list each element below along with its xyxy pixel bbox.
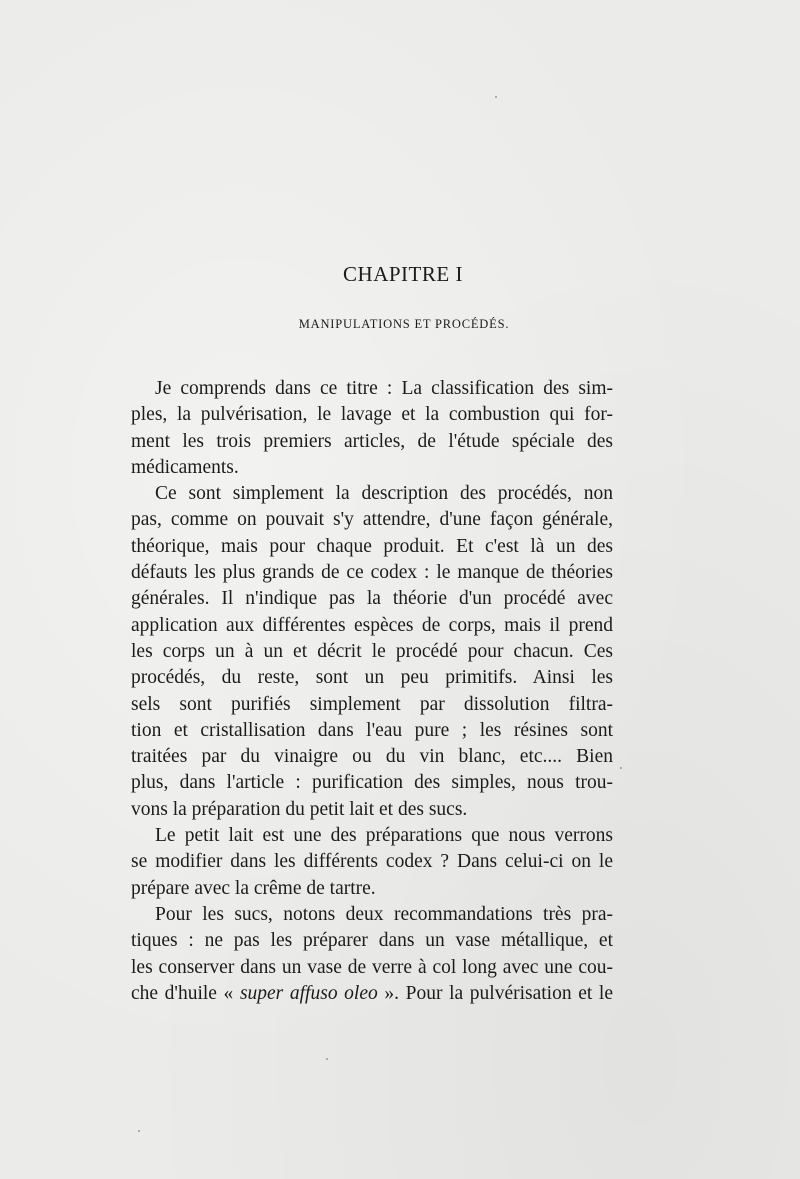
text-line: tion et cristallisation dans l'eau pure ; les résines sont xyxy=(131,719,613,741)
text-line: Le petit lait est une des préparations que nous verrons xyxy=(155,825,613,847)
text-line: Pour les sucs, notons deux recommandations très pra- xyxy=(155,903,613,925)
text-line: traitées par du vinaigre ou du vin blanc, etc.... Bien xyxy=(131,746,613,768)
text-line: tiques : ne pas les préparer dans un vase métallique, et xyxy=(131,930,613,952)
text-line: ples, la pulvérisation, le lavage et la combustion qui for- xyxy=(131,404,613,426)
scan-speck xyxy=(620,767,622,769)
text-line: Ce sont simplement la description des procédés, non xyxy=(155,483,613,505)
text-line: procédés, du reste, sont un peu primitifs. Ainsi les xyxy=(131,667,613,689)
text-line: théorique, mais pour chaque produit. Et c'est là un des xyxy=(131,535,613,557)
text-line: défauts les plus grands de ce codex : le manque de théories xyxy=(131,562,613,584)
text-line: ment les trois premiers articles, de l'étude spéciale des xyxy=(131,430,613,452)
text-line: générales. Il n'indique pas la théorie d'un procédé avec xyxy=(131,588,613,610)
chapter-title: CHAPITRE I xyxy=(343,262,463,286)
text-line: Je comprends dans ce titre : La classification des sim- xyxy=(155,378,613,399)
scan-speck xyxy=(495,96,497,98)
text-segment: ». Pour la pulvérisation et le xyxy=(377,982,613,1004)
text-line: application aux différentes espèces de corps, mais il prend xyxy=(131,614,613,636)
text-line: sels sont purifiés simplement par dissolution filtra- xyxy=(131,693,613,715)
text-segment: che d'huile « xyxy=(131,982,240,1004)
text-line: prépare avec la crême de tartre. xyxy=(131,877,376,899)
text-line: vons la préparation du petit lait et des sucs. xyxy=(131,798,468,820)
text-line: plus, dans l'article : purification des simples, nous trou- xyxy=(131,772,613,794)
text-line: se modifier dans les différents codex ? Dans celui-ci on le xyxy=(131,851,613,873)
text-line-final xyxy=(131,981,613,1007)
scan-speck xyxy=(326,1058,328,1060)
chapter-subtitle: MANIPULATIONS ET PROCÉDÉS. xyxy=(298,317,510,331)
text-line: les conserver dans un vase de verre à col long avec une cou- xyxy=(131,956,613,978)
body-text xyxy=(131,376,613,1007)
text-line: pas, comme on pouvait s'y attendre, d'une façon générale, xyxy=(131,509,613,531)
latin-phrase: super affuso oleo xyxy=(239,982,378,1004)
text-line: médicaments. xyxy=(131,456,239,478)
text-line: les corps un à un et décrit le procédé pour chacun. Ces xyxy=(131,640,613,662)
scan-speck xyxy=(138,1130,140,1132)
